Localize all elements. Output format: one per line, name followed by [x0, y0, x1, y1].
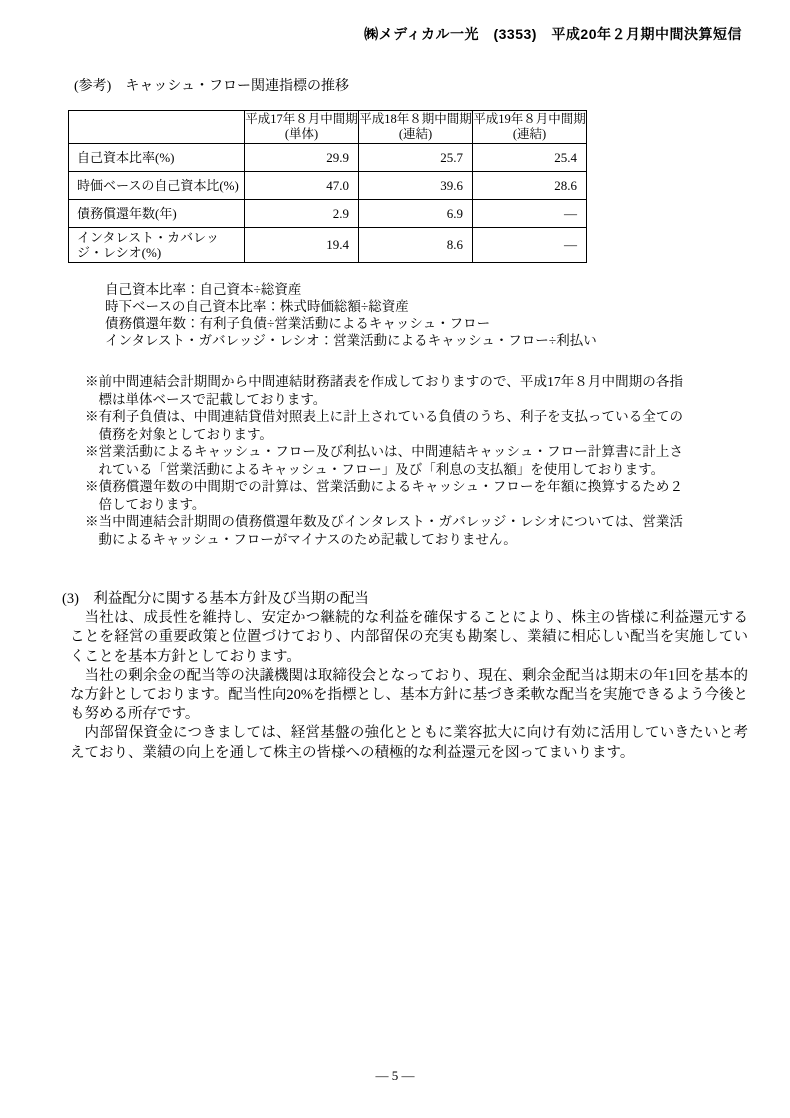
column-header-h17 — [245, 111, 359, 144]
table-row-equity-ratio — [69, 144, 587, 172]
formula-market-equity-ratio: 時下ベースの自己資本比率：株式時価総額÷総資産 — [105, 299, 409, 314]
table-header-row — [69, 111, 587, 144]
page-number: ― 5 ― — [375, 1068, 415, 1083]
column-basis: (単体) — [284, 127, 319, 141]
formula-equity-ratio: 自己資本比率：自己資本÷総資産 — [105, 282, 302, 297]
cell-value: 47.0 — [245, 172, 359, 200]
reference-section-title: (参考) キャッシュ・フロー関連指標の推移 — [74, 79, 350, 94]
cell-value: 28.6 — [473, 172, 587, 200]
cashflow-indicators-table — [68, 110, 587, 263]
note-item-2: ※有利子負債は、中間連結貸借対照表上に計上されている負債のうち、利子を支払っている全ての債務を対象としております。 — [85, 409, 683, 442]
paragraph-dividend-decision: 当社の剰余金の配当等の決議機関は取締役会となっており、現在、剰余金配当は期末の年1回を基本的な方針としております。配当性向20%を指標とし、基本方針に基づき柔軟な配当を実施できるよう今後とも努める所存です。 — [70, 667, 748, 723]
column-basis: (連結) — [398, 127, 433, 141]
cell-value: 25.7 — [359, 144, 473, 172]
column-period: 平成18年８期中間期 — [359, 112, 472, 126]
column-basis: (連結) — [512, 127, 547, 141]
column-header-h19 — [473, 111, 587, 144]
row-label: 時価ベースの自己資本比(%) — [69, 172, 245, 200]
column-period: 平成17年８月中間期 — [245, 112, 358, 126]
document-header: ㈱メディカル一光 (3353) 平成20年２月期中間決算短信 — [364, 26, 742, 42]
formula-interest-coverage: インタレスト・ガバレッジ・レシオ：営業活動によるキャッシュ・フロー÷利払い — [105, 333, 597, 348]
formula-debt-redemption: 債務償還年数：有利子負債÷営業活動によるキャッシュ・フロー — [105, 316, 491, 331]
table-row-debt-redemption-years — [69, 200, 587, 228]
note-item-3: ※営業活動によるキャッシュ・フロー及び利払いは、中間連結キャッシュ・フロー計算書に計上されている「営業活動によるキャッシュ・フロー」及び「利息の支払額」を使用しております。 — [85, 444, 683, 477]
cell-value: 8.6 — [359, 228, 473, 263]
table-row-interest-coverage-ratio — [69, 228, 587, 263]
note-item-5: ※当中間連結会計期間の債務償還年数及びインタレスト・ガバレッジ・レシオについては、営業活動によるキャッシュ・フローがマイナスのため記載しておりません。 — [85, 514, 683, 547]
column-period: 平成19年８月中間期 — [473, 112, 586, 126]
cell-value: 2.9 — [245, 200, 359, 228]
cell-value: 19.4 — [245, 228, 359, 263]
section-heading: (3) 利益配分に関する基本方針及び当期の配当 — [62, 591, 369, 607]
paragraph-retained-earnings: 内部留保資金につきましては、経営基盤の強化とともに業容拡大に向け有効に活用していきたいと考えており、業績の向上を通して株主の皆様への積極的な利益還元を図ってまいります。 — [70, 725, 748, 761]
dividend-policy-section — [62, 590, 748, 763]
cell-value: ― — [473, 228, 587, 263]
row-label: 自己資本比率(%) — [69, 144, 245, 172]
cell-value: 25.4 — [473, 144, 587, 172]
cell-value: 6.9 — [359, 200, 473, 228]
formula-definitions — [105, 281, 597, 349]
section-body — [62, 609, 748, 763]
column-header-h18 — [359, 111, 473, 144]
table-corner-cell — [69, 111, 245, 144]
note-item-1: ※前中間連結会計期間から中間連結財務諸表を作成しておりますので、平成17年８月中間期の各指標は単体ベースで記載しております。 — [85, 374, 683, 407]
notes-list — [85, 373, 683, 548]
table-row-market-equity-ratio — [69, 172, 587, 200]
row-label: インタレスト・カバレッジ・レシオ(%) — [69, 228, 245, 263]
note-item-4: ※債務償還年数の中間期での計算は、営業活動によるキャッシュ・フローを年額に換算するため２倍しております。 — [85, 479, 683, 512]
cell-value: 29.9 — [245, 144, 359, 172]
paragraph-policy: 当社は、成長性を維持し、安定かつ継続的な利益を確保することにより、株主の皆様に利益還元することを経営の重要政策と位置づけており、内部留保の充実も勘案し、業績に相応しい配当を実施していくことを基本方針としております。 — [70, 610, 748, 665]
cell-value: 39.6 — [359, 172, 473, 200]
cell-value: ― — [473, 200, 587, 228]
row-label: 債務償還年数(年) — [69, 200, 245, 228]
